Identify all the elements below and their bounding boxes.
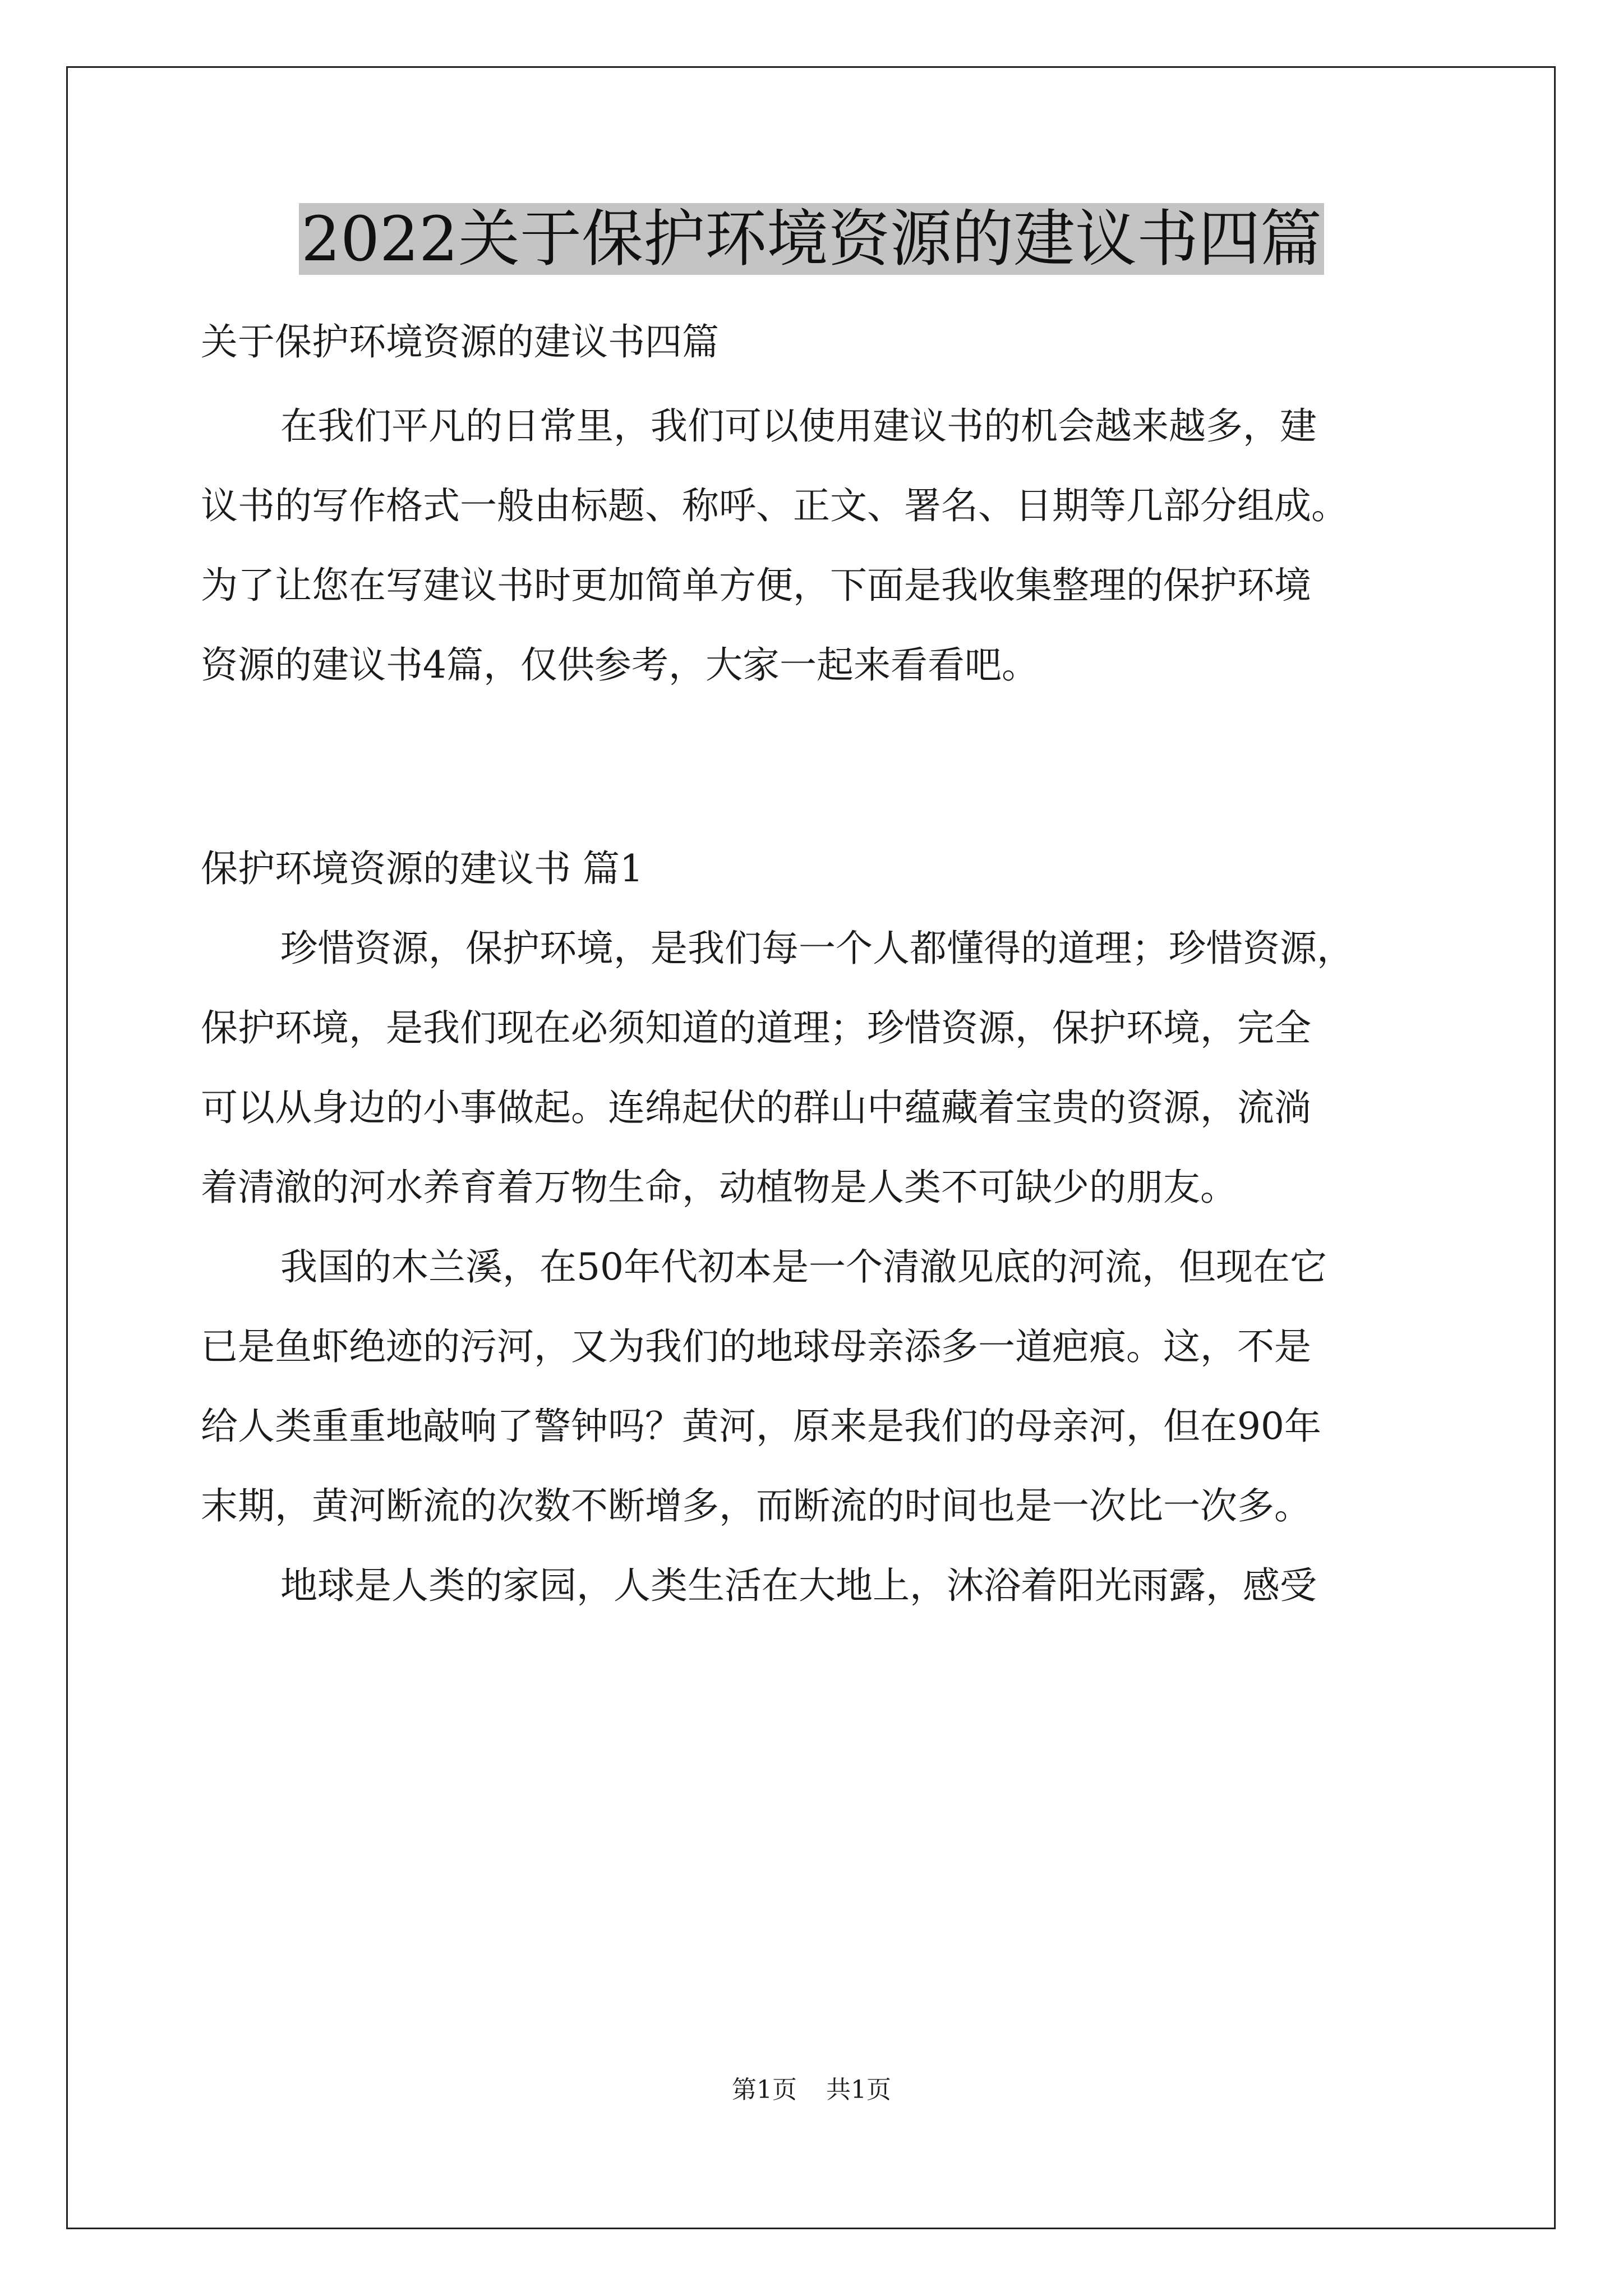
spacer [201,1216,1435,1239]
section-heading: 保护环境资源的建议书 篇1 [201,847,643,890]
paragraph-line: 珍惜资源，保护环境，是我们每一个人都懂得的道理；珍惜资源， [280,927,1354,970]
spacer [201,534,1435,558]
spacer [201,614,1435,637]
intro-line: 资源的建议书4篇，仅供参考，大家一起来看看吧。 [201,643,1039,687]
page-number-current: 第1页 [732,2076,797,2104]
spacer [201,1375,1435,1398]
paragraph-line: 可以从身边的小事做起。连绵起伏的群山中蕴藏着宝贵的资源，流淌 [201,1086,1311,1129]
intro-heading: 关于保护环境资源的建议书四篇 [201,320,719,364]
intro-line: 为了让您在写建议书时更加简单方便，下面是我收集整理的保护环境 [201,564,1311,607]
document-title: 2022关于保护环境资源的建议书四篇 [299,203,1324,275]
paragraph-line: 地球是人类的家园，人类生活在大地上，沐浴着阳光雨露，感受 [280,1564,1317,1607]
spacer [201,1136,1435,1159]
paragraph-line: 给人类重重地敲响了警钟吗？黄河，原来是我们的母亲河，但在90年 [201,1405,1321,1448]
spacer [201,1455,1435,1478]
spacer [201,1295,1435,1319]
spacer [201,1056,1435,1080]
spacer [201,977,1435,1000]
spacer [201,897,1435,921]
intro-line: 在我们平凡的日常里，我们可以使用建议书的机会越来越多，建 [280,404,1317,448]
paragraph-line: 保护环境，是我们现在必须知道的道理；珍惜资源，保护环境，完全 [201,1006,1311,1050]
intro-line: 议书的写作格式一般由标题、称呼、正文、署名、日期等几部分组成。 [201,484,1348,527]
spacer [201,1534,1435,1558]
paragraph-line: 末期，黄河断流的次数不断增多，而断流的时间也是一次比一次多。 [201,1484,1311,1527]
page-number-total: 共1页 [826,2076,891,2104]
paragraph-line: 我国的木兰溪，在50年代初本是一个清澈见底的河流，但现在它 [280,1245,1327,1289]
title-container [0,203,1623,275]
paragraph-line: 已是鱼虾绝迹的污河，又为我们的地球母亲添多一道疤痕。这，不是 [201,1325,1311,1368]
document-body [201,314,1435,1614]
spacer [201,693,1435,841]
spacer [201,454,1435,478]
page-footer [0,2074,1623,2106]
paragraph-line: 着清澈的河水养育着万物生命，动植物是人类不可缺少的朋友。 [201,1166,1237,1209]
spacer [201,370,1435,398]
